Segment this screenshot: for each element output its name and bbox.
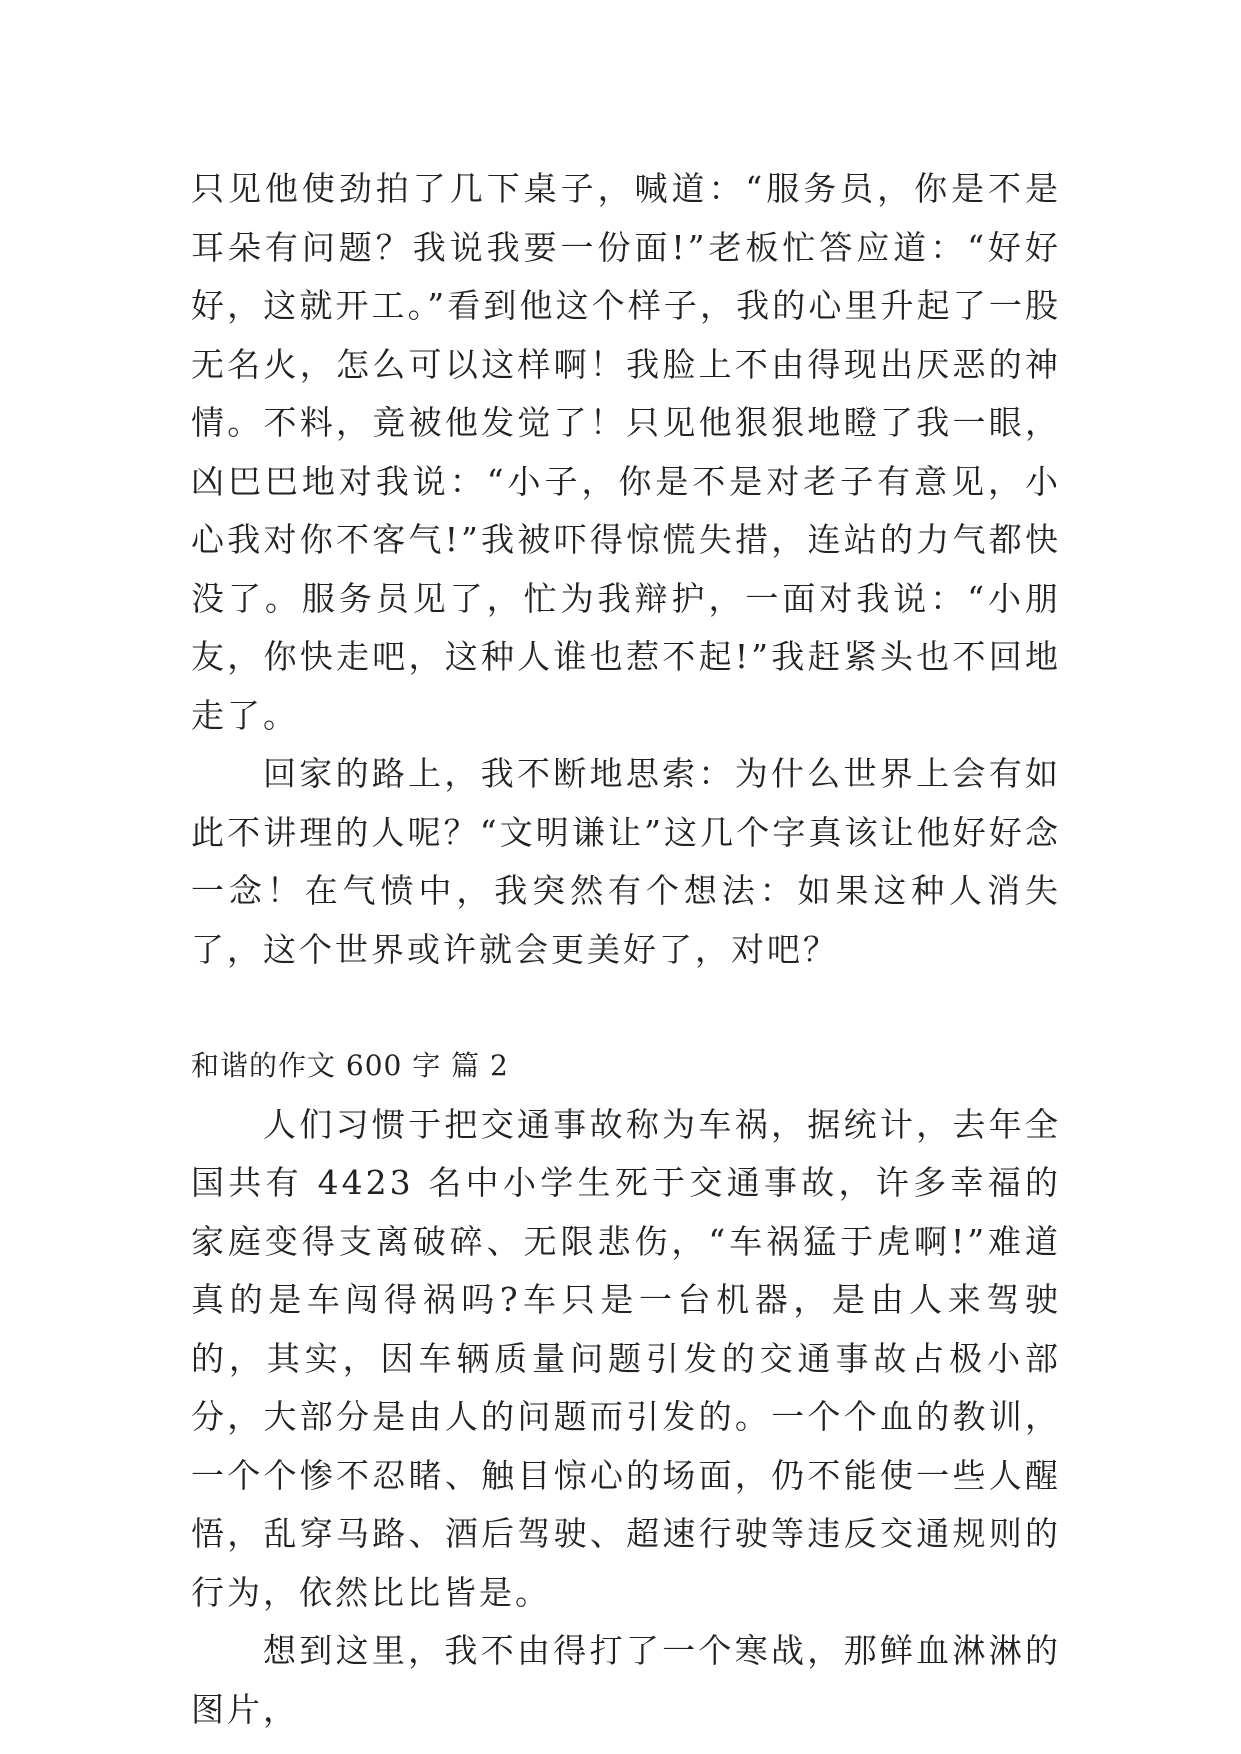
document-body (191, 160, 1061, 1739)
paragraph-restaurant-scene: 只见他使劲拍了几下桌子，喊道：“服务员，你是不是耳朵有问题？我说我要一份面!”老板忙答应道：“好好好，这就开工。”看到他这个样子，我的心里升起了一股无名火，怎么可以这样啊！我脸上不由得现出厌恶的神情。不料，竟被他发觉了！只见他狠狠地瞪了我一眼，凶巴巴地对我说：“小子，你是不是对老子有意见，小心我对你不客气!”我被吓得惊慌失措，连站的力气都快没了。服务员见了，忙为我辩护，一面对我说：“小朋友，你快走吧，这种人谁也惹不起!”我赶紧头也不回地走了。 (191, 169, 1061, 735)
paragraph-traffic-accidents: 人们习惯于把交通事故称为车祸，据统计，去年全国共有 4423 名中小学生死于交通事故，许多幸福的家庭变得支离破碎、无限悲伤，“车祸猛于虎啊!”难道真的是车闯得祸吗?车只是一台机器，是由人来驾驶的，其实，因车辆质量问题引发的交通事故占极小部分，大部分是由人的问题而引发的。一个个血的教训，一个个惨不忍睹、触目惊心的场面，仍不能使一些人醒悟，乱穿马路、酒后驾驶、超速行驶等违反交通规则的行为，依然比比皆是。 (191, 1104, 1061, 1612)
paragraph-way-home: 回家的路上，我不断地思索：为什么世界上会有如此不讲理的人呢？“文明谦让”这几个字真该让他好好念一念！在气愤中，我突然有个想法：如果这种人消失了，这个世界或许就会更美好了，对吧？ (191, 754, 1061, 969)
paragraph-shiver: 想到这里，我不由得打了一个寒战，那鲜血淋淋的图片， (191, 1631, 1061, 1729)
section-heading: 和谐的作文 600 字 篇 2 (191, 1049, 509, 1082)
